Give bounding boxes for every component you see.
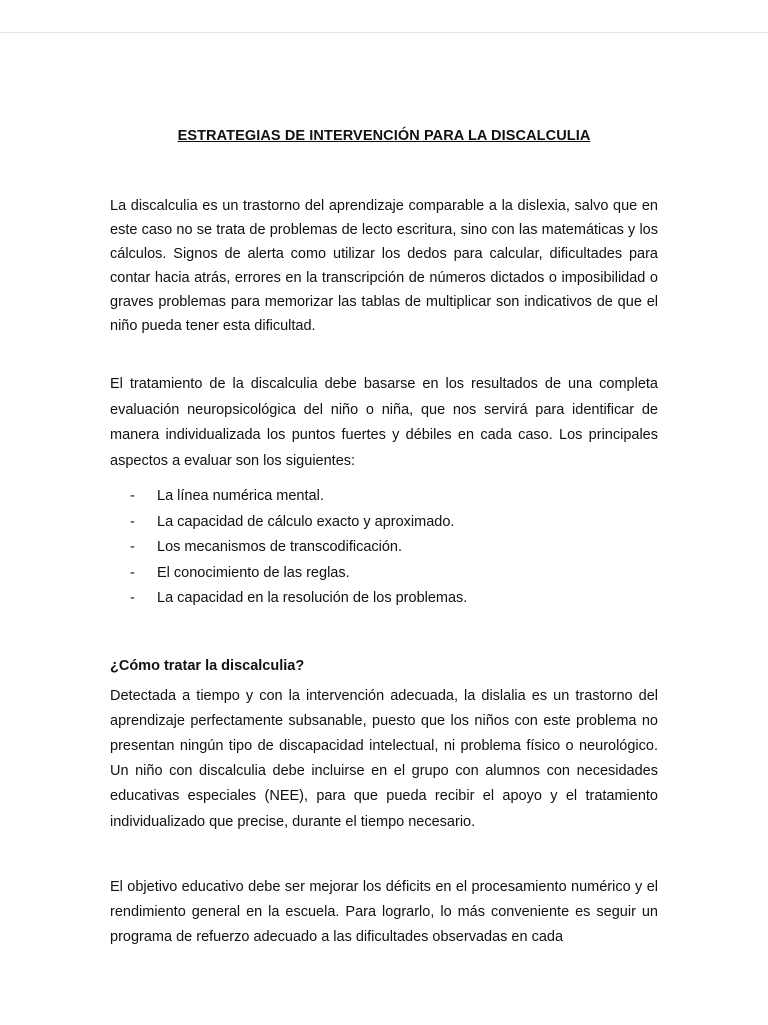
how-to-treat-paragraph: Detectada a tiempo y con la intervención adecuada, la dislalia es un trastorno del aprendizaje perfectamente subsanable, puesto que los niños con este problema no presentan ningún tipo de discapacidad intelectual, ni problema físico o neurológico. Un niño con discalculia debe incluirse en el grupo con alumnos con necesidades educativas especiales (NEE), para que pueda recibir el apoyo y el tratamiento individualizado que precise, durante el tiempo necesario.: [110, 687, 658, 830]
document-body: [110, 128, 658, 950]
list-item-text: La línea numérica mental.: [157, 488, 324, 504]
bullet-dash: -: [130, 590, 135, 606]
list-item-text: Los mecanismos de transcodificación.: [157, 539, 403, 555]
document-title: ESTRATEGIAS DE INTERVENCIÓN PARA LA DISCALCULIA: [177, 128, 591, 144]
list-item: [110, 586, 658, 612]
bullet-dash: -: [130, 564, 135, 581]
list-item-text: La capacidad de cálculo exacto y aproximado.: [157, 513, 455, 530]
list-item-text: La capacidad en la resolución de los problemas.: [157, 590, 468, 606]
bullet-dash: -: [130, 488, 135, 504]
objective-paragraph: El objetivo educativo debe ser mejorar los déficits en el procesamiento numérico y el rendimiento general en la escuela. Para lograrlo, lo más conveniente es seguir un programa de refuerzo adecuado a las dificultades observadas en cada: [110, 878, 658, 945]
section-heading: ¿Cómo tratar la discalculia?: [110, 657, 305, 674]
list-item: [110, 484, 658, 510]
list-item: [110, 510, 658, 536]
bullet-dash: -: [130, 539, 135, 555]
intro-paragraph: La discalculia es un trastorno del aprendizaje comparable a la dislexia, salvo que en este caso no se trata de problemas de lecto escritura, sino con las matemáticas y los cálculos. Signos de alerta como utilizar los dedos para calcular, dificultades para contar hacia atrás, errores en la transcripción de números dictados o imposibilidad o graves problemas para memorizar las tablas de multiplicar son indicativos de que el niño pueda tener esta dificultad.: [110, 198, 658, 334]
treatment-paragraph: El tratamiento de la discalculia debe basarse en los resultados de una completa evaluación neuropsicológica del niño o niña, que nos servirá para identificar de manera individualizada los puntos fuertes y débiles en cada caso. Los principales aspectos a evaluar son los siguientes:: [110, 376, 658, 469]
document-page: [0, 32, 768, 1025]
list-item: [110, 535, 658, 561]
list-item: [110, 561, 658, 587]
list-item-text: El conocimiento de las reglas.: [157, 564, 350, 581]
aspects-list: [110, 484, 658, 612]
bullet-dash: -: [130, 513, 135, 530]
